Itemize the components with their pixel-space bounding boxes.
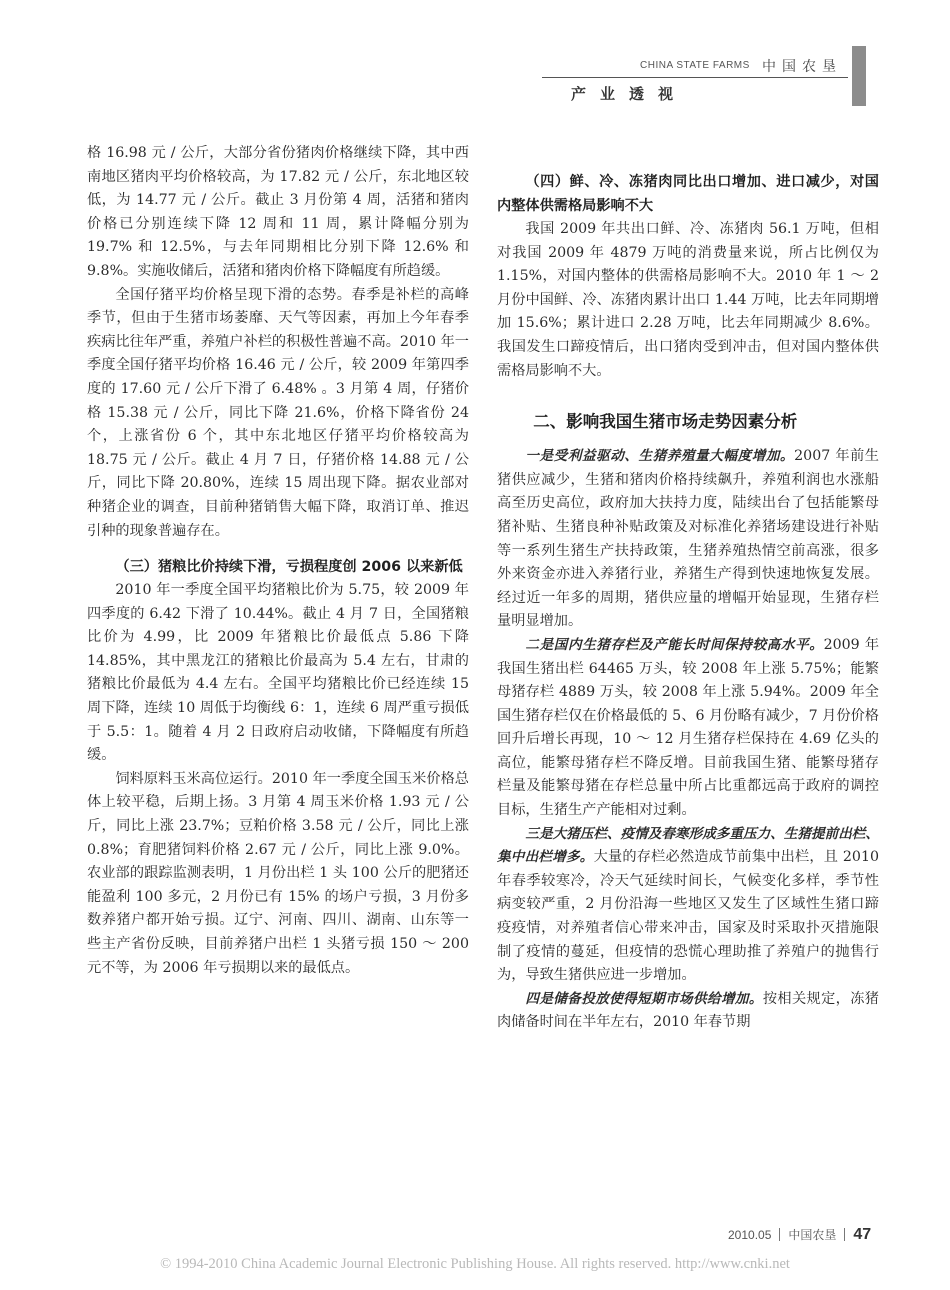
issue-number: 2010.05: [728, 1228, 772, 1242]
footer-journal: 中国农垦: [788, 1228, 837, 1242]
factor-lead: 一是受利益驱动、生猪养殖量大幅度增加。: [525, 448, 795, 465]
paragraph: 全国仔猪平均价格呈现下滑的态势。春季是补栏的高峰季节，但由于生猪市场萎靡、天气等因素，再加上今年春季疾病比往年严重，养殖户补栏的积极性普遍不高。2010 年一季度全国仔猪平均价格 16.46 元 / 公斤，较 2009 年第四季度的 17.60 元 / 公斤下滑了 6.48% 。3 月第 4 周，仔猪价格 15.38 元 / 公斤，同比下降 21.6%，价格下降省份 24 个，上涨省份 6 个，其中东北地区仔猪平均价格较高为 18.75 元 / 公斤。截止 4 月 7 日，仔猪价格 14.88 元 / 公斤，同比下降 20.80%，连续 15 周出现下降。据农业部对种猪企业的调查，目前种猪销售大幅下降，取消订单、推迟引种的现象普遍存在。: [87, 286, 469, 539]
factor-body: 按相关规定，冻猪肉储备时间在半年左右，2010 年春节期: [497, 990, 879, 1031]
factor-body: 2009 年我国生猪出栏 64465 万头，较 2008 年上涨 5.75%；能繁母猪存栏 4889 万头，较 2008 年上涨 5.94%。2009 年全国生猪存栏仅在价格最低的 5、6 月份略有减少，7 月份价格回升后增长再现，10 ～ 12 月生猪存栏保持在 4.69 亿头的高位，能繁母猪存栏不降反增。目前我国生猪、能繁母猪存栏量及能繁母猪在存栏总量中所占比重都远高于政府的调控目标，生猪生产产能相对过剩。: [497, 636, 880, 819]
paragraph: 格 16.98 元 / 公斤，大部分省份猪肉价格继续下降，其中西南地区猪肉平均价格较高，为 17.82 元 / 公斤，东北地区较低，为 14.77 元 / 公斤。截止 3 月份第 4 周，活猪和猪肉价格已分别连续下降 12 周和 11 周，累计降幅分别为 19.7% 和 12.5%，与去年同期相比分别下降 12.6% 和 9.8%。实施收储后，活猪和猪肉价格下降幅度有所趋缓。: [87, 145, 469, 279]
paragraph: [497, 988, 879, 1035]
factor-lead: 二是国内生猪存栏及产能长时间保持较高水平。: [525, 636, 824, 653]
paragraph: 饲料原料玉米高位运行。2010 年一季度全国玉米价格总体上较平稳，后期上扬。3 月第 4 周玉米价格 1.93 元 / 公斤，同比上涨 23.7%；豆粕价格 3.58 元 / 公斤，同比上涨 0.8%；育肥猪饲料价格 2.67 元 / 公斤，同比上涨 9.0%。农业部的跟踪监测表明，1 月份出栏 1 头 100 公斤的肥猪还能盈利 100 多元，2 月份已有 15% 的场户亏损，3 月份多数养猪户都开始亏损。辽宁、河南、四川、湖南、山东等一些主产省份反映，目前养猪户出栏 1 头猪亏损 150 ～ 200 元不等，为 2006 年亏损期以来的最低点。: [87, 770, 469, 976]
page-number: 47: [853, 1226, 872, 1243]
page-footer: [728, 1226, 871, 1244]
header-divider: [542, 77, 848, 78]
section-label: 产业透视: [571, 85, 688, 103]
copyright-notice: © 1994-2010 China Academic Journal Electronic Publishing House. All rights reserved. http://www.cnki.net: [160, 1256, 790, 1272]
journal-name-en: CHINA STATE FARMS: [640, 60, 750, 71]
right-column: [497, 170, 879, 1035]
section-heading: 二、影响我国生猪市场走势因素分析: [533, 412, 798, 432]
subsection-heading: （四）鲜、冷、冻猪肉同比出口增加、进口减少，对国内整体供需格局影响不大: [497, 174, 879, 214]
footer-separator: [844, 1228, 845, 1241]
paragraph: [497, 823, 879, 988]
footer-separator: [779, 1228, 780, 1241]
journal-name-cn: 中国农垦: [762, 59, 842, 75]
factor-body: 2007 年前生猪供应减少，生猪和猪肉价格持续飙升，养殖利润也水涨船高至历史高位，政府加大扶持力度，陆续出台了包括能繁母猪补贴、生猪良种补贴政策及对标准化养猪场建设进行补贴等一系列生猪生产扶持政策，生猪养殖热情空前高涨，很多外来资金亦进入养猪行业，养猪生产得到快速地恢复发展。经过近一年多的周期，猪供应量的增幅开始显现，生猪存栏量明显增加。: [497, 448, 879, 630]
factor-lead: 四是储备投放使得短期市场供给增加。: [525, 990, 763, 1007]
paragraph: [497, 445, 879, 634]
factor-body: 大量的存栏必然造成节前集中出栏，且 2010 年春季较寒冷，冷天气延续时间长，气候变化多样，季节性病变较严重，2 月份沿海一些地区又发生了区域性生猪口蹄疫疫情，对养殖者信心带来冲击，国家及时采取扑灭措施限制了疫情的蔓延，但疫情的恐慌心理助推了养殖户的抛售行为，导致生猪供应进一步增加。: [497, 849, 880, 984]
paragraph: [497, 634, 879, 823]
factor-lead: 三是大猪压栏、疫情及春寒形成多重压力、生猪提前出栏、集中出栏增多。: [497, 825, 879, 866]
left-column: [87, 142, 469, 980]
paragraph: 我国 2009 年共出口鲜、冷、冻猪肉 56.1 万吨，但相对我国 2009 年 4879 万吨的消费量来说，所占比例仅为 1.15%，对国内整体的供需格局影响不大。2010 年 1 ～ 2 月份中国鲜、冷、冻猪肉累计出口 1.44 万吨，比去年同期增加 15.6%；累计进口 2.28 万吨，比去年同期减少 8.6%。我国发生口蹄疫情后，出口猪肉受到冲击，但对国内整体供需格局影响不大。: [497, 221, 879, 379]
subsection-heading: （三）猪粮比价持续下滑，亏损程度创 2006 以来新低: [115, 559, 463, 576]
header-decor-bar: [852, 46, 866, 106]
paragraph: 2010 年一季度全国平均猪粮比价为 5.75，较 2009 年四季度的 6.42 下滑了 10.44%。截止 4 月 7 日，全国猪粮比价为 4.99，比 2009 年猪粮比价最低点 5.86 下降 14.85%，其中黑龙江的猪粮比价最高为 5.4 左右，甘肃的猪粮比价最低为 4.4 左右。全国平均猪粮比价已经连续 15 周下降，连续 10 周低于均衡线 6：1，连续 6 周严重亏损低于 5.5：1。随着 4 月 2 日政府启动收储，下降幅度有所趋缓。: [87, 582, 469, 764]
